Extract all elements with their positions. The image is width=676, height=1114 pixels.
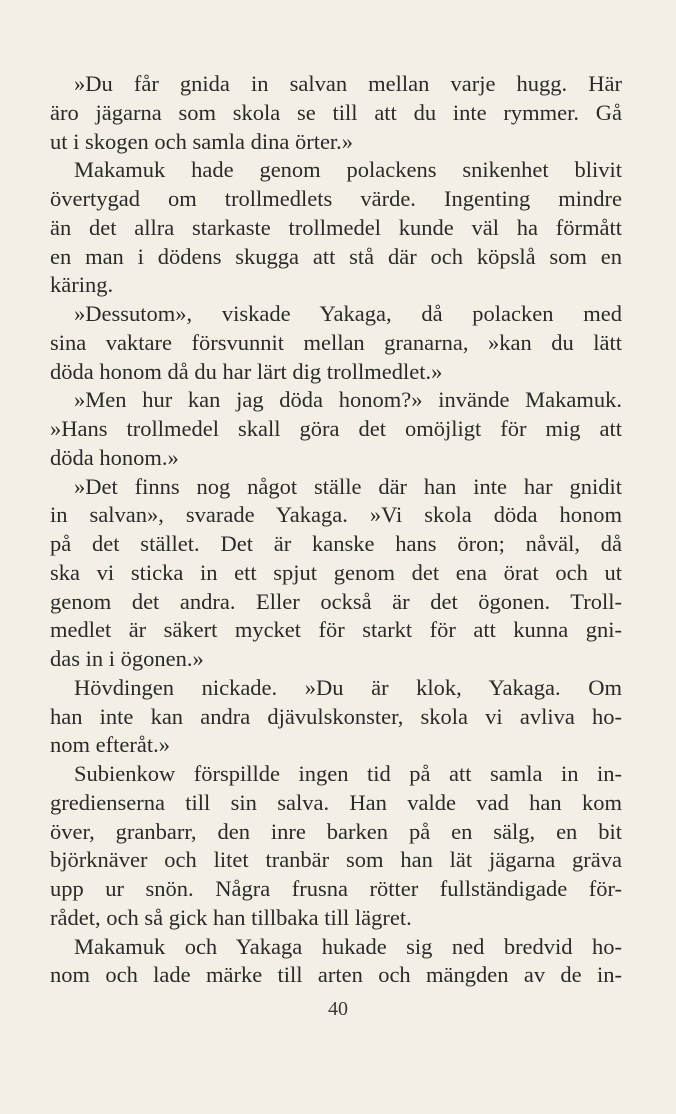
text-line: in salvan», svarade Yakaga. »Vi skola döda honom xyxy=(50,502,622,528)
text-line: ska vi sticka in ett spjut genom det ena örat och ut xyxy=(50,559,622,585)
page-number: 40 xyxy=(328,998,348,1020)
text-line: »Dessutom», viskade Yakaga, då polacken med xyxy=(74,301,622,326)
text-line: »Det finns nog något ställe där han inte har gnidit xyxy=(74,473,622,499)
text-line: sina vaktare försvunnit mellan granarna, »kan du lätt xyxy=(50,329,622,355)
text-line: en man i dödens skugga att stå där och köpslå som en xyxy=(50,243,622,269)
text-line: övertygad om trollmedlets värde. Ingenting mindre xyxy=(50,186,622,211)
text-line: Subienkow förspillde ingen tid på att samla in in- xyxy=(74,761,622,786)
text-line: över, granbarr, den inre barken på en sälg, en bit xyxy=(50,818,622,844)
text-line: han inte kan andra djävulskonster, skola vi avliva ho- xyxy=(50,703,622,729)
text-line: käring. xyxy=(50,272,114,298)
text-line: »Hans trollmedel skall göra det omöjligt för mig att xyxy=(50,416,622,441)
text-line: rådet, och så gick han tillbaka till lägret. xyxy=(50,904,412,930)
text-line: Makamuk hade genom polackens snikenhet blivit xyxy=(74,157,622,183)
text-line: Hövdingen nickade. »Du är klok, Yakaga. Om xyxy=(74,674,622,700)
text-line: än det allra starkaste trollmedel kunde väl ha förmått xyxy=(50,214,622,240)
text-line: das in i ögonen.» xyxy=(50,646,204,671)
text-line: äro jägarna som skola se till att du inte rymmer. Gå xyxy=(50,99,622,125)
text-line: ut i skogen och samla dina örter.» xyxy=(50,128,354,154)
text-line: nom och lade märke till arten och mängden av de in- xyxy=(50,962,622,988)
text-line: medlet är säkert mycket för starkt för att kunna gni- xyxy=(50,617,622,643)
text-line: Makamuk och Yakaga hukade sig ned bredvid ho- xyxy=(74,933,622,959)
text-line: på det stället. Det är kanske hans öron; nåväl, då xyxy=(50,531,622,556)
text-line: »Du får gnida in salvan mellan varje hugg. Här xyxy=(74,71,622,96)
text-line: döda honom.» xyxy=(50,444,179,470)
text-line: »Men hur kan jag döda honom?» invände Makamuk. xyxy=(74,387,622,413)
body-text xyxy=(50,70,622,990)
text-line: gredienserna till sin salva. Han valde vad han kom xyxy=(50,789,622,815)
text-line: björknäver och litet tranbär som han lät jägarna gräva xyxy=(50,847,622,873)
text-line: döda honom då du har lärt dig trollmedlet.» xyxy=(50,358,443,384)
text-line: nom efteråt.» xyxy=(50,732,170,758)
text-line: genom det andra. Eller också är det ögonen. Troll- xyxy=(50,588,622,614)
text-line: upp ur snön. Några frusna rötter fullständigade för- xyxy=(50,876,622,901)
